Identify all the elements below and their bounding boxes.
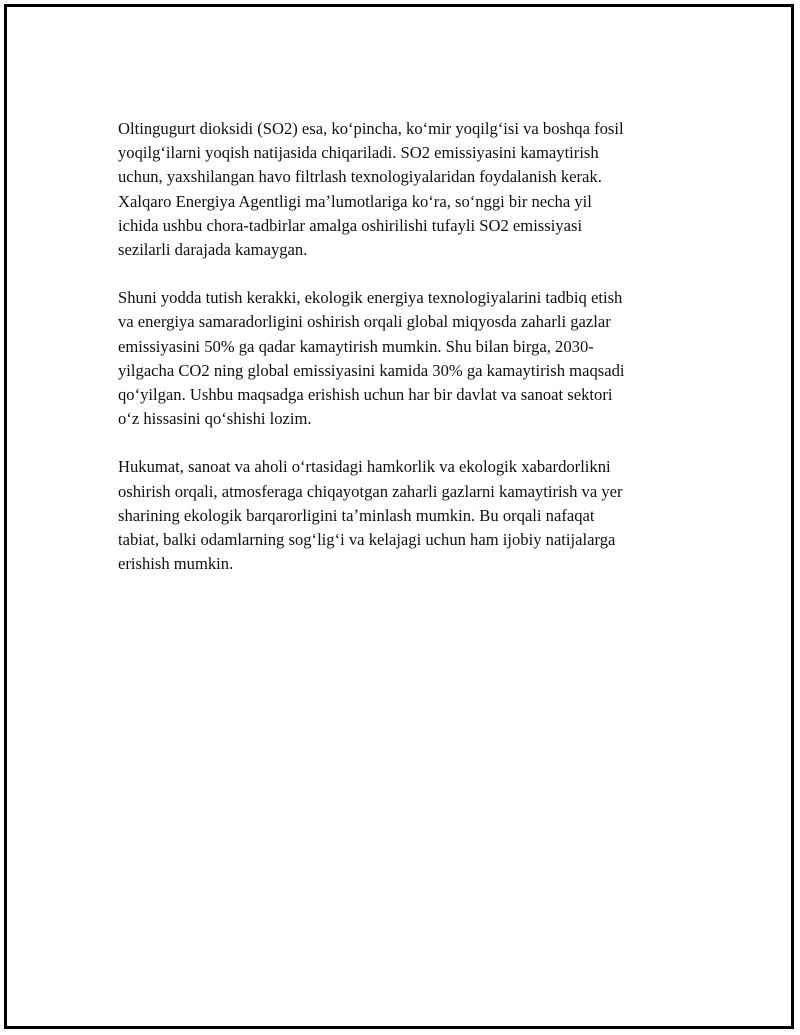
paragraph-1: Oltingugurt dioksidi (SO2) esa, koʻpincha, koʻmir yoqilgʻisi va boshqa fosil yoqilgʻilarni yoqish natijasida chiqariladi. SO2 emissiyasini kamaytirish uchun, yaxshilangan havo filtrlash texnologiyalaridan foydalanish kerak. Xalqaro Energiya Agentligi maʼlumotlariga koʻra, soʻnggi bir necha yil ichida ushbu chora-tadbirlar amalga oshirilishi tufayli SO2 emissiyasi sezilarli darajada kamaygan. xyxy=(118,119,624,260)
document-body xyxy=(118,117,678,600)
paragraph-3: Hukumat, sanoat va aholi oʻrtasidagi hamkorlik va ekologik xabardorlikni oshirish orqali, atmosferaga chiqayotgan zaharli gazlarni kamaytirish va yer sharining ekologik barqarorligini taʼminlash mumkin. Bu orqali nafaqat tabiat, balki odamlarning sogʻligʻi va kelajagi uchun ham ijobiy natijalarga erishish mumkin. xyxy=(118,457,623,574)
paragraph-2: Shuni yodda tutish kerakki, ekologik energiya texnologiyalarini tadbiq etish va energiya samaradorligini oshirish orqali global miqyosda zaharli gazlar emissiyasini 50% ga qadar kamaytirish mumkin. Shu bilan birga, 2030- yilgacha CO2 ning global emissiyasini kamida 30% ga kamaytirish maqsadi qoʻyilgan. Ushbu maqsadga erishish uchun har bir davlat va sanoat sektori oʻz hissasini qoʻshishi lozim. xyxy=(118,288,625,429)
